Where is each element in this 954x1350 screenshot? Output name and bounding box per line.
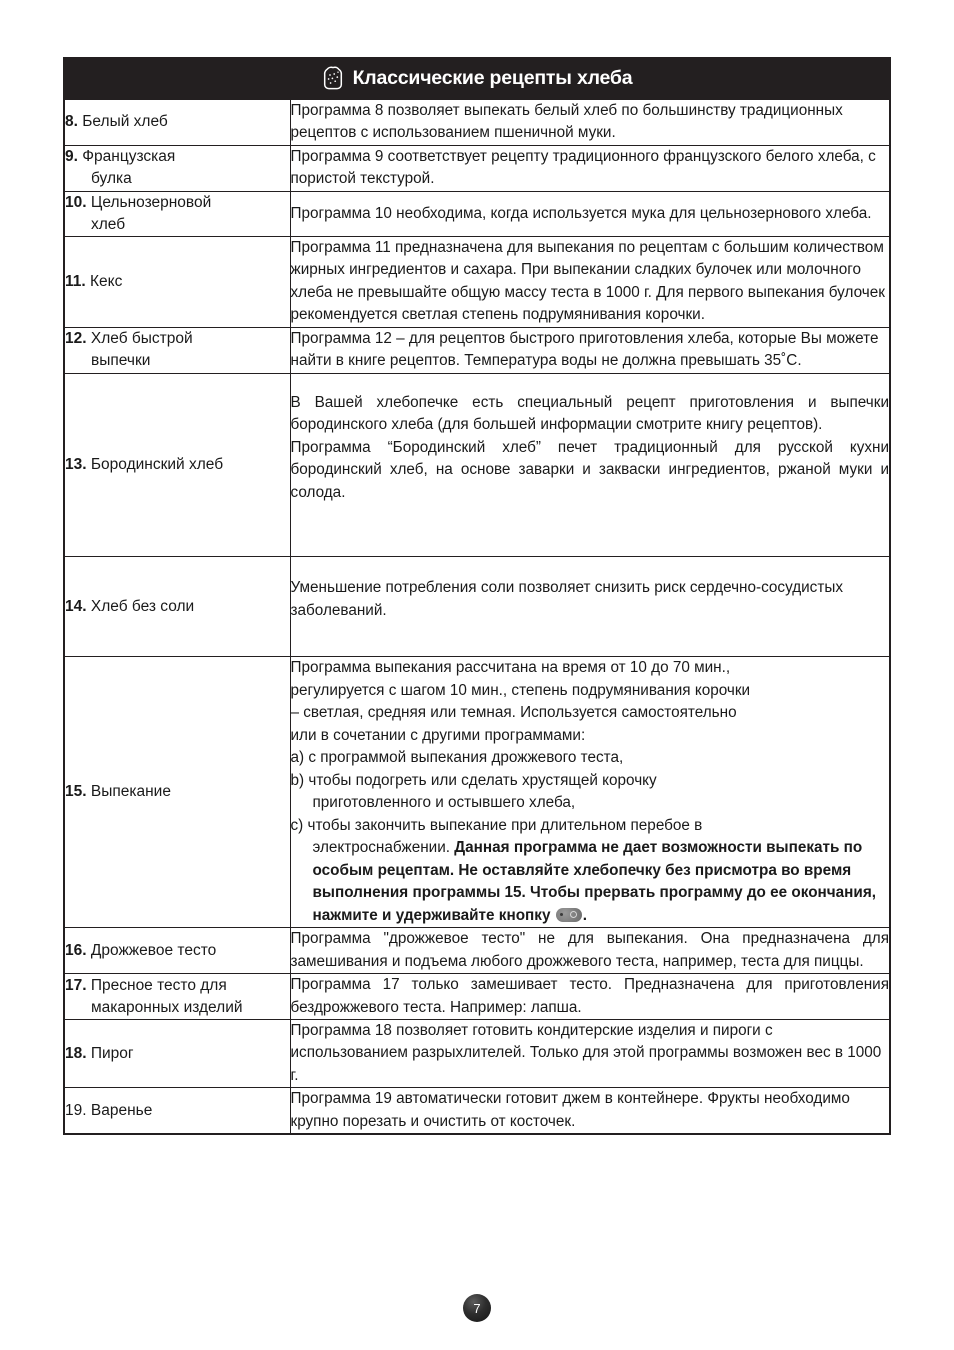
program-description: Программа 9 соответствует рецепту традиционного французского белого хлеба, с пористой текстурой. xyxy=(290,147,876,188)
table-row xyxy=(65,236,889,327)
program-description-cell xyxy=(290,557,889,657)
program-name-cell xyxy=(65,974,290,1020)
programs-table-container xyxy=(63,57,891,1135)
section-header-title: Классические рецепты хлеба xyxy=(352,66,633,89)
program-description-cell xyxy=(290,236,889,327)
program-name-line: Хлеб без соли xyxy=(90,597,195,615)
program-description-paragraph: Программа “Бородинский хлеб” печет традиционный для русской кухни бородинский хлеб, на основе заварки и закваски ингредиентов, ржаной муки и солода. xyxy=(290,438,889,501)
program-name-line: Цельнозерновой xyxy=(90,193,212,211)
program-name-cell xyxy=(65,928,290,974)
program-description-cell xyxy=(290,1088,889,1133)
program-description: Программа 17 только замешивает тесто. Предназначена для приготовления бездрожжевого теста. Например: лапша. xyxy=(290,976,889,1016)
program-number: 8. xyxy=(65,113,78,131)
program-number: 9. xyxy=(65,148,78,166)
program-option-c: c) чтобы закончить выпекание при длительном перебое в xyxy=(290,816,703,834)
program-description-line: Программа выпекания рассчитана на время от 10 до 70 мин., xyxy=(290,659,731,677)
program-name-cell xyxy=(65,657,290,928)
program-description-cell xyxy=(290,145,889,191)
table-row xyxy=(65,974,889,1020)
program-name-line: Французская xyxy=(82,148,176,166)
page-number-value: 7 xyxy=(463,1294,491,1322)
warning-bold-tail: . xyxy=(582,906,587,924)
program-number: 16. xyxy=(65,941,87,959)
program-name-line: Пирог xyxy=(90,1044,134,1062)
program-name-line: Хлеб быстрой xyxy=(90,330,193,348)
program-description: Программа 10 необходима, когда используется мука для цельнозернового хлеба. xyxy=(290,204,872,222)
program-name-line: Дрожжевое тесто xyxy=(90,941,217,959)
program-number: 18. xyxy=(65,1044,87,1062)
program-name-cell xyxy=(65,1019,290,1087)
table-row xyxy=(65,100,889,146)
program-warning xyxy=(291,837,890,927)
programs-table xyxy=(65,99,889,1133)
program-name-line: Белый хлеб xyxy=(82,113,168,131)
table-row xyxy=(65,557,889,657)
page-number xyxy=(0,1294,954,1322)
warning-bold-text: Данная программа не дает возможности выпекать по особым рецептам. Не оставляйте хлебопечку без присмотра во время выполнения программы 15. Чтобы прервать программу до ее окончания, нажмите и удерживайте кнопку xyxy=(312,839,876,924)
table-row xyxy=(65,928,889,974)
program-description: Программа "дрожжевое тесто" не для выпекания. Она предназначена для замешивания и подъема любого дрожжевого теста, например, теста для пиццы. xyxy=(290,930,889,970)
warning-prefix: электроснабжении. xyxy=(312,839,455,857)
table-row xyxy=(65,191,889,236)
program-name-line: хлеб xyxy=(91,215,126,233)
program-description: Программа 18 позволяет готовить кондитерские изделия и пироги с использованием разрыхлителей. Только для этой программы возможен вес в 1000 г. xyxy=(290,1021,882,1084)
program-description-cell xyxy=(290,657,889,928)
program-number: 13. xyxy=(65,456,87,474)
program-description-paragraph: В Вашей хлебопечке есть специальный рецепт приготовления и выпечки бородинского хлеба (для большей информации смотрите книгу рецептов). xyxy=(290,393,889,434)
program-name-line: Бородинский хлеб xyxy=(90,456,224,474)
program-description-cell xyxy=(290,1019,889,1087)
program-number: 10. xyxy=(65,193,87,211)
program-description-cell xyxy=(290,928,889,974)
program-description-line: или в сочетании с другими программами: xyxy=(290,726,586,744)
table-row xyxy=(65,1019,889,1087)
program-description-cell xyxy=(290,327,889,373)
program-number: 11. xyxy=(65,272,86,290)
program-description-cell xyxy=(290,974,889,1020)
program-option-b: b) чтобы подогреть или сделать хрустящей корочку xyxy=(290,771,657,789)
program-option-b-continuation: приготовленного и остывшего хлеба, xyxy=(312,794,576,812)
table-row xyxy=(65,373,889,556)
program-name-line: Выпекание xyxy=(90,783,171,801)
program-name-cell xyxy=(65,327,290,373)
program-name-line: булка xyxy=(91,170,132,188)
program-number: 14. xyxy=(65,597,87,615)
program-name-cell xyxy=(65,373,290,556)
program-description: Программа 19 автоматически готовит джем в контейнере. Фрукты необходимо крупно порезать и очистить от косточек. xyxy=(290,1090,850,1130)
table-row xyxy=(65,657,889,928)
program-name-cell xyxy=(65,145,290,191)
stop-start-button-icon xyxy=(556,908,582,922)
program-description: Программа 12 – для рецептов быстрого приготовления хлеба, которые Вы можете найти в книге рецептов. Температура воды не должна превышать 35˚C. xyxy=(290,329,879,370)
program-number: 17. xyxy=(65,976,87,994)
program-name-cell xyxy=(65,1088,290,1133)
program-number: 15. xyxy=(65,783,87,801)
program-option-a: a) с программой выпекания дрожжевого теста, xyxy=(290,749,624,767)
program-name-line: Пресное тесто для xyxy=(90,976,227,994)
program-description-cell xyxy=(290,191,889,236)
program-description-line: регулируется с шагом 10 мин., степень подрумянивания корочки xyxy=(290,681,751,699)
program-description: Программа 11 предназначена для выпекания по рецептам с большим количеством жирных ингредиентов и сахара. При выпекании сладких булочек или молочного хлеба не превышайте общую массу теста в 1000 г. Для первого выпекания булочек рекомендуется светлая степень подрумянивания корочки. xyxy=(290,238,885,324)
program-description-line: – светлая, средняя или темная. Используется самостоятельно xyxy=(290,704,737,722)
program-name-line: макаронных изделий xyxy=(91,998,243,1016)
program-name-cell xyxy=(65,557,290,657)
program-number: 19. xyxy=(65,1101,87,1119)
program-name-cell xyxy=(65,236,290,327)
program-name-line: Варенье xyxy=(90,1101,153,1119)
program-name-line: выпечки xyxy=(91,352,151,370)
program-description-cell xyxy=(290,100,889,146)
program-name-cell xyxy=(65,191,290,236)
bread-loaf-icon xyxy=(322,66,344,90)
section-header xyxy=(65,57,889,99)
table-row xyxy=(65,327,889,373)
program-name-line: Кекс xyxy=(90,272,123,290)
table-row xyxy=(65,1088,889,1133)
program-description: Уменьшение потребления соли позволяет снизить риск сердечно-сосудистых заболеваний. xyxy=(290,579,843,619)
program-name-cell xyxy=(65,100,290,146)
program-number: 12. xyxy=(65,330,87,348)
program-description-cell xyxy=(290,373,889,556)
table-row xyxy=(65,145,889,191)
program-description: Программа 8 позволяет выпекать белый хлеб по большинству традиционных рецептов с использованием пшеничной муки. xyxy=(290,102,843,142)
